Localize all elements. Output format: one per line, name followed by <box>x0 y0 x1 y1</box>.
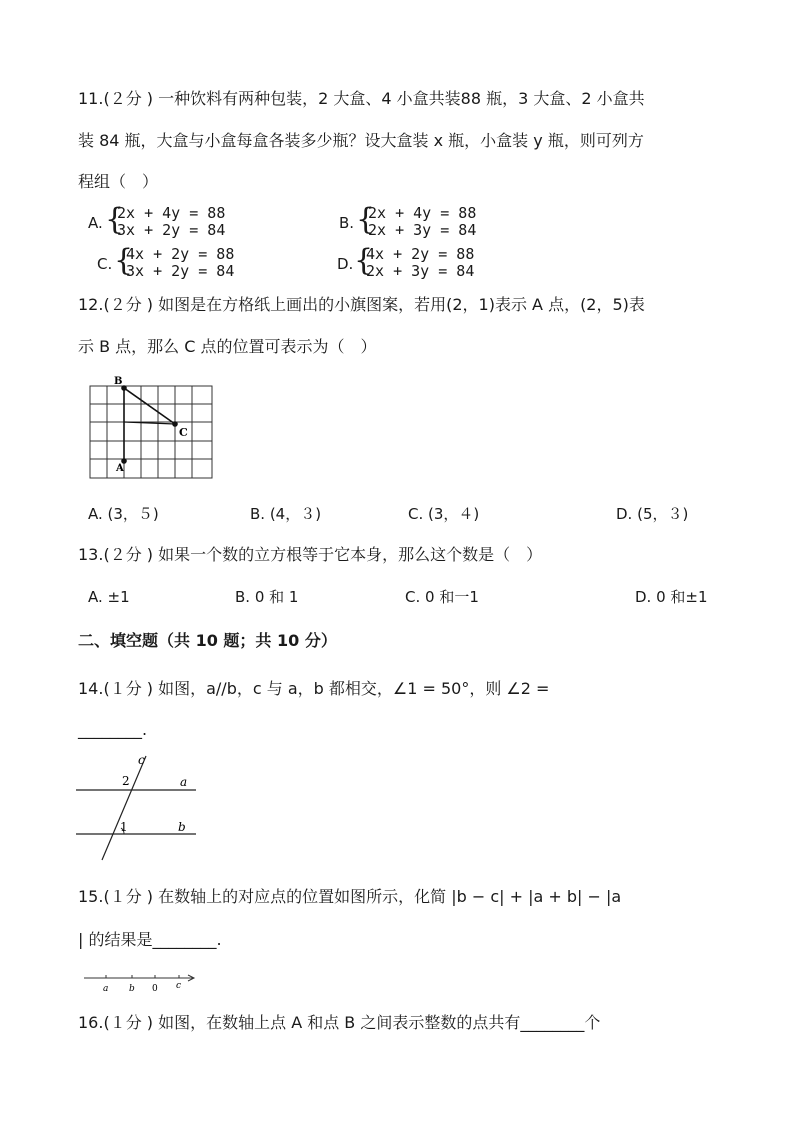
q12-option-a[interactable]: A. (3，５) <box>88 505 159 523</box>
q12-stem-line2: 示 B 点，那么 C 点的位置可表示为（ ） <box>78 337 377 356</box>
equation-1: 4x + 2y = 88 <box>126 245 235 263</box>
q13-option-a[interactable]: A. ±1 <box>88 588 130 606</box>
equation-1: 2x + 4y = 88 <box>117 204 226 222</box>
q15-stem-line1: 15.(１分 ) 在数轴上的对应点的位置如图所示，化简 |b − c| + |a + b| − |a <box>78 887 622 906</box>
line-c <box>102 756 146 860</box>
label-c: c <box>138 753 145 767</box>
grid-lines <box>90 386 212 478</box>
q13-option-d[interactable]: D. 0 和±1 <box>635 588 708 606</box>
axis-label-c: c <box>176 981 182 991</box>
flag-edge-bc <box>124 388 175 424</box>
equation-2: 3x + 2y = 84 <box>117 221 226 239</box>
q12-stem-line1: 12.(２分 ) 如图是在方格纸上画出的小旗图案，若用(2，1)表示 A 点，(2，5)表 <box>78 295 645 314</box>
label-angle-2: 2 <box>122 774 130 788</box>
q16-stem: 16.(１分 ) 如图，在数轴上点 A 和点 B 之间表示整数的点共有________个 <box>78 1013 601 1032</box>
option-label: C. <box>97 255 113 273</box>
brace-symbol: { <box>114 243 134 278</box>
q13-option-b[interactable]: B. 0 和 1 <box>235 588 299 606</box>
equation-1: 4x + 2y = 88 <box>366 245 475 263</box>
q14-answer-blank[interactable]: ________. <box>78 720 148 739</box>
brace-symbol: { <box>356 202 376 237</box>
label-angle-1: 1 <box>120 820 128 834</box>
q15-number-line-figure <box>82 968 202 996</box>
q12-option-b[interactable]: B. (4，３) <box>250 505 322 523</box>
equation-1: 2x + 4y = 88 <box>368 204 477 222</box>
equation-2: 3x + 2y = 84 <box>126 262 235 280</box>
equation-2: 2x + 3y = 84 <box>366 262 475 280</box>
q15-stem-line2: | 的结果是________. <box>78 930 222 949</box>
label-a: A <box>116 463 124 474</box>
brace-symbol: { <box>354 243 374 278</box>
equation-2: 2x + 3y = 84 <box>368 221 477 239</box>
q12-option-d[interactable]: D. (5，３) <box>616 505 689 523</box>
brace-symbol: { <box>105 202 125 237</box>
q14-parallel-lines-figure <box>74 752 204 864</box>
label-c: C <box>179 426 188 439</box>
axis-label-b: b <box>129 984 135 994</box>
axis-label-zero: 0 <box>152 984 158 994</box>
q11-stem-line2: 装 84 瓶，大盒与小盒每盒各装多少瓶？设大盒装 x 瓶，小盒装 y 瓶，则可列方 <box>78 131 644 150</box>
q11-stem-line1: 11.(２分 ) 一种饮料有两种包装，2 大盒、4 小盒共装88 瓶，3 大盒、2 小盒共 <box>78 89 645 108</box>
section-heading-fill-in: 二、填空题（共 10 题；共 10 分） <box>78 631 337 650</box>
q11-stem-line3: 程组（ ） <box>78 172 159 191</box>
axis-label-a: a <box>103 984 109 994</box>
label-b: b <box>178 820 186 834</box>
option-label: B. <box>339 214 355 232</box>
option-label: D. <box>337 255 354 273</box>
q13-option-c[interactable]: C. 0 和一1 <box>405 588 479 606</box>
q12-option-c[interactable]: C. (3，４) <box>408 505 480 523</box>
q13-stem: 13.(２分 ) 如果一个数的立方根等于它本身，那么这个数是（ ） <box>78 545 543 564</box>
option-label: A. <box>88 214 103 232</box>
q14-stem-line1: 14.(１分 ) 如图，a//b，c 与 a，b 都相交，∠1 = 50°，则 ∠2 = <box>78 679 550 698</box>
point-c <box>172 421 178 427</box>
label-a: a <box>180 775 188 789</box>
label-b: B <box>114 376 123 387</box>
q12-flag-grid-figure <box>84 372 220 482</box>
